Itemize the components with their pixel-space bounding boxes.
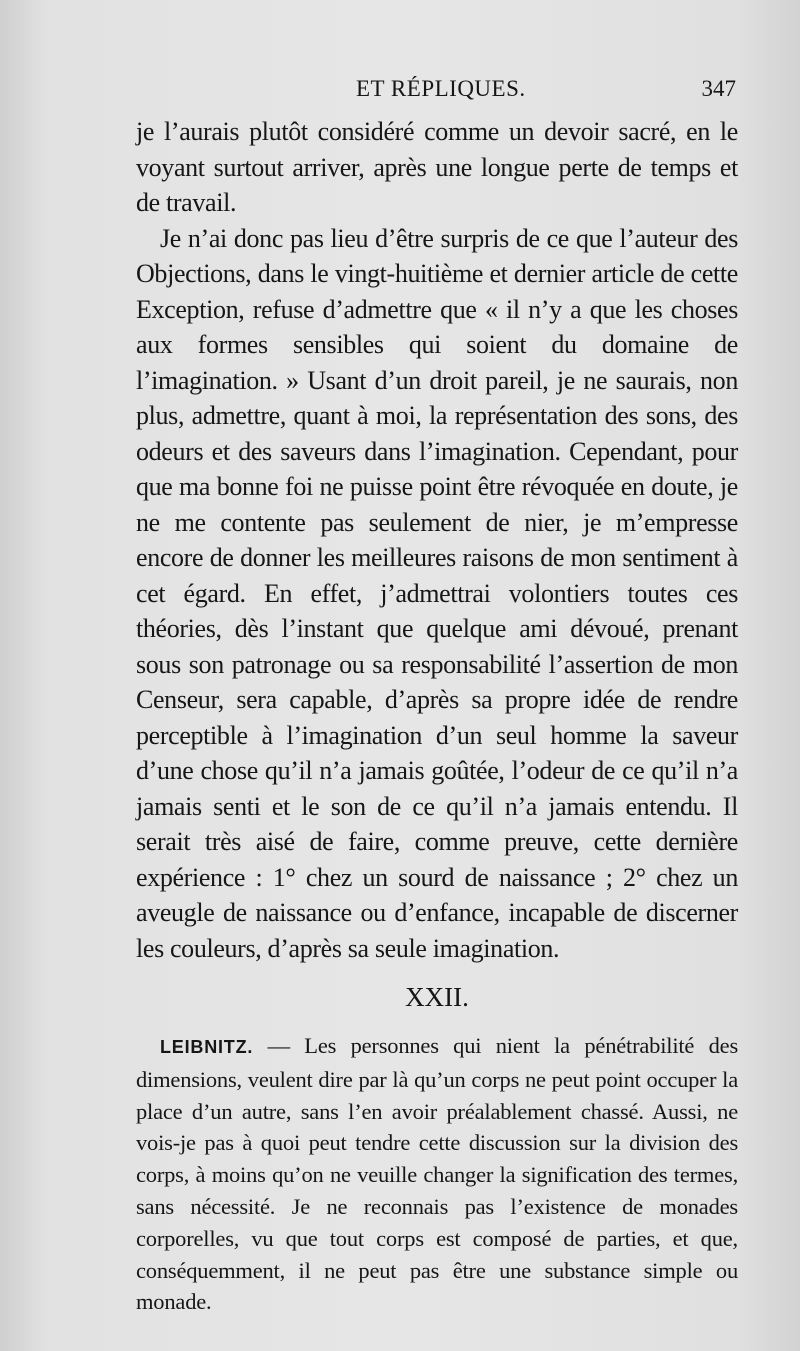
- running-title: ET RÉPLIQUES.: [356, 76, 526, 101]
- section-heading: XXII.: [405, 982, 469, 1012]
- section-paragraph: [136, 1030, 738, 1318]
- speaker-text: — Les personnes qui nient la pénétrabilité des dimensions, veulent dire par là qu’un corps ne peut point occuper la place d’un autre, sans l’en avoir préalablement chassé. Aussi, ne vois-je pas à quoi peut tendre cette discussion sur la division des corps, à moins qu’on ne veuille changer la signification des termes, sans nécessité. Je ne reconnais pas l’existence de monades corporelles, vu que tout corps est composé de parties, et que, conséquemment, il ne peut pas être une substance simple ou monade.: [136, 1033, 738, 1315]
- paragraph: Je n’ai donc pas lieu d’être surpris de ce que l’auteur des Objections, dans le vingt-huitième et dernier article de cette Exception, refuse d’admettre que « il n’y a que les choses aux formes sensibles qui soient du domaine de l’imagination. » Usant d’un droit pareil, je ne saurais, non plus, admettre, quant à moi, la représentation des sons, des odeurs et des saveurs dans l’imagination. Cependant, pour que ma bonne foi ne puisse point être révoquée en doute, je ne me contente pas seulement de nier, je m’empresse encore de donner les meilleures raisons de mon sentiment à cet égard. En effet, j’admettrai volontiers toutes ces théories, dès l’instant que quelque ami dévoué, prenant sous son patronage ou sa responsabilité l’assertion de mon Censeur, sera capable, d’après sa propre idée de rendre perceptible à l’imagination d’un seul homme la saveur d’une chose qu’il n’a jamais goûtée, l’odeur de ce qu’il n’a jamais senti et le son de ce qu’il n’a jamais entendu. Il serait très aisé de faire, comme preuve, cette dernière expérience : 1° chez un sourd de naissance ; 2° chez un aveugle de naissance ou d’enfance, incapable de discerner les couleurs, d’après sa seule imagination.: [136, 223, 738, 963]
- page-number: 347: [701, 76, 736, 101]
- paragraph-continued: je l’aurais plutôt considéré comme un devoir sacré, en le voyant surtout arriver, après une longue perte de temps et de travail.: [136, 117, 738, 217]
- speaker-name: LEIBNITZ.: [160, 1037, 254, 1057]
- page-body: [136, 114, 738, 1318]
- page-header: [136, 76, 736, 106]
